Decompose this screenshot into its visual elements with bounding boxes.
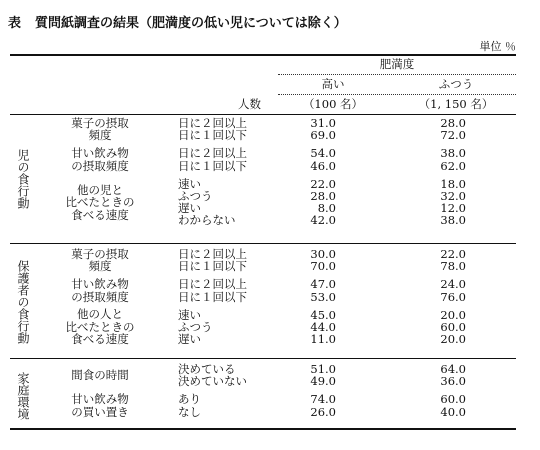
question-label: 比べたときの bbox=[65, 319, 135, 334]
count-label: 人数 bbox=[238, 97, 261, 111]
header-bottom-rule bbox=[10, 114, 516, 115]
header-group-rule bbox=[278, 74, 516, 75]
value-high: 28.0 bbox=[310, 189, 336, 203]
question-label: 食べる速度 bbox=[71, 332, 129, 347]
value-normal: 40.0 bbox=[440, 404, 466, 419]
section-rule bbox=[10, 243, 516, 244]
value-high: 11.0 bbox=[310, 332, 336, 347]
bottom-rule bbox=[10, 428, 516, 430]
section-rule bbox=[10, 358, 516, 359]
answer-label: 日に１回以下 bbox=[178, 259, 247, 274]
value-high: 45.0 bbox=[310, 307, 336, 322]
question-label: 甘い飲み物 bbox=[71, 392, 129, 407]
value-high: 51.0 bbox=[310, 362, 336, 376]
value-normal: 24.0 bbox=[440, 277, 466, 292]
value-normal: 64.0 bbox=[440, 362, 466, 376]
value-normal: 72.0 bbox=[440, 128, 466, 143]
question-label: 菓子の摂取 bbox=[71, 115, 129, 130]
section-label: 保護者の食行動 bbox=[16, 260, 30, 344]
value-high: 53.0 bbox=[310, 289, 336, 304]
answer-label: 日に２回以上 bbox=[178, 247, 247, 261]
value-high: 70.0 bbox=[310, 259, 336, 274]
question-label: 間食の時間 bbox=[71, 367, 129, 382]
answer-label: 日に１回以下 bbox=[178, 128, 247, 143]
section-label: 児の食行動 bbox=[16, 149, 30, 209]
header-col-high: 高い bbox=[321, 77, 345, 91]
header-col-rule bbox=[278, 94, 516, 95]
top-rule bbox=[10, 54, 516, 56]
value-high: 47.0 bbox=[310, 277, 336, 292]
value-normal: 38.0 bbox=[440, 213, 466, 228]
value-high: 49.0 bbox=[310, 374, 336, 389]
section-label: 家庭環境 bbox=[16, 371, 30, 420]
value-normal: 32.0 bbox=[440, 189, 466, 203]
question-label: 比べたときの bbox=[65, 195, 135, 209]
answer-label: 日に１回以下 bbox=[178, 289, 247, 304]
value-high: 26.0 bbox=[310, 404, 336, 419]
value-normal: 62.0 bbox=[440, 158, 466, 173]
value-normal: 60.0 bbox=[440, 320, 466, 334]
question-label: の摂取頻度 bbox=[71, 289, 129, 304]
value-normal: 76.0 bbox=[440, 289, 466, 304]
answer-label: なし bbox=[178, 404, 201, 419]
question-label: 頻度 bbox=[88, 128, 112, 143]
question-label: の摂取頻度 bbox=[71, 158, 129, 173]
value-high: 31.0 bbox=[310, 116, 336, 130]
header-group: 肥満度 bbox=[379, 57, 415, 71]
table-title-text: 質問紙調査の結果（肥満度の低い児については除く） bbox=[35, 16, 347, 31]
value-normal: 20.0 bbox=[440, 307, 466, 322]
value-normal: 20.0 bbox=[440, 332, 466, 347]
value-high: 30.0 bbox=[310, 247, 336, 261]
value-normal: 28.0 bbox=[440, 116, 466, 130]
value-high: 69.0 bbox=[310, 128, 336, 143]
table-label: 表 bbox=[8, 16, 22, 31]
answer-label: 日に２回以上 bbox=[178, 146, 247, 161]
value-normal: 18.0 bbox=[440, 176, 466, 191]
value-high: 44.0 bbox=[310, 320, 336, 334]
value-normal: 12.0 bbox=[440, 201, 466, 216]
answer-label: わからない bbox=[178, 213, 236, 228]
question-label: の買い置き bbox=[71, 404, 129, 419]
value-normal: 78.0 bbox=[440, 259, 466, 274]
value-normal: 36.0 bbox=[440, 374, 466, 389]
answer-label: 決めていない bbox=[178, 374, 247, 389]
value-high: 46.0 bbox=[310, 158, 336, 173]
question-label: 頻度 bbox=[88, 259, 112, 274]
question-label: 菓子の摂取 bbox=[71, 246, 129, 261]
question-label: 甘い飲み物 bbox=[71, 146, 129, 161]
answer-label: 速い bbox=[178, 307, 201, 322]
table-title bbox=[8, 12, 347, 31]
question-label: 他の児と bbox=[77, 182, 123, 197]
value-high: 22.0 bbox=[310, 176, 336, 191]
count-high: （100 名） bbox=[302, 97, 364, 111]
answer-label: 決めている bbox=[178, 362, 236, 376]
question-label: 食べる速度 bbox=[71, 207, 129, 222]
answer-label: 遅い bbox=[178, 201, 201, 216]
answer-label: ふつう bbox=[178, 189, 213, 203]
count-normal: （1, 150 名） bbox=[418, 97, 494, 111]
question-label: 甘い飲み物 bbox=[71, 277, 129, 292]
value-high: 42.0 bbox=[310, 213, 336, 228]
answer-label: ふつう bbox=[178, 320, 213, 334]
value-normal: 38.0 bbox=[440, 146, 466, 161]
answer-label: 日に２回以上 bbox=[178, 277, 247, 292]
value-high: 74.0 bbox=[310, 392, 336, 407]
answer-label: 遅い bbox=[178, 332, 201, 347]
unit-label: 単位 ％ bbox=[479, 40, 516, 53]
answer-label: 日に２回以上 bbox=[178, 116, 247, 130]
value-high: 8.0 bbox=[317, 201, 336, 216]
answer-label: 速い bbox=[178, 176, 201, 191]
value-normal: 60.0 bbox=[440, 392, 466, 407]
value-high: 54.0 bbox=[310, 146, 336, 161]
value-normal: 22.0 bbox=[440, 247, 466, 261]
answer-label: あり bbox=[178, 392, 201, 407]
answer-label: 日に１回以下 bbox=[178, 158, 247, 173]
question-label: 他の人と bbox=[77, 307, 123, 322]
header-col-normal: ふつう bbox=[438, 77, 474, 91]
